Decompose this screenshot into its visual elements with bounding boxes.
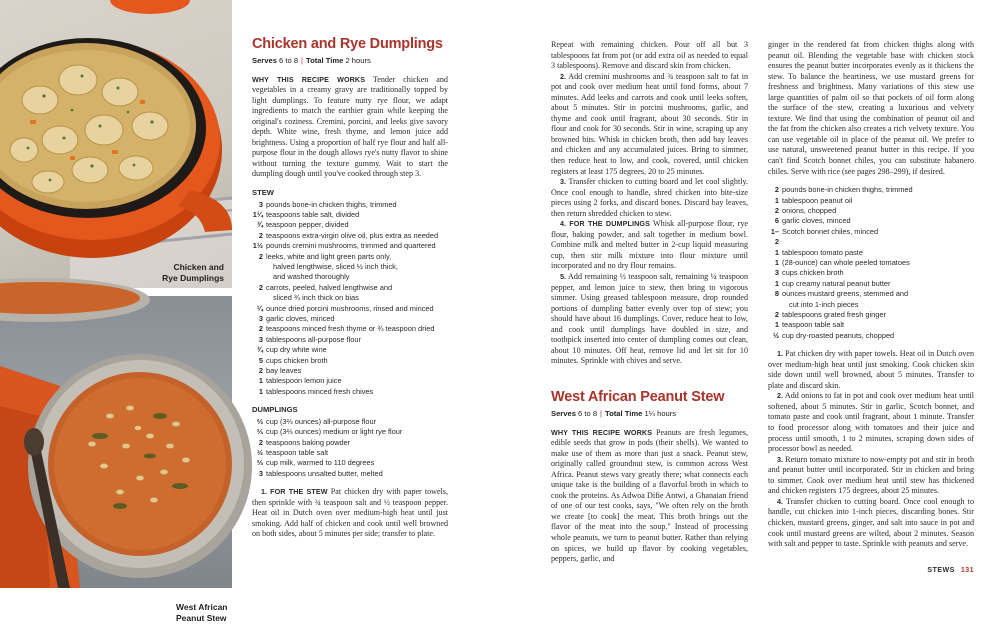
ingredient-item — [252, 345, 448, 355]
ingredient-quantity: ½ — [256, 448, 263, 458]
ingredient-item — [768, 289, 974, 310]
ingredient-item — [252, 220, 448, 230]
ingredient-line: cup dry white wine — [266, 345, 327, 355]
photo-caption-chicken-dumplings — [162, 262, 224, 284]
ingredient-quantity: 2 — [258, 324, 263, 334]
ingredient-text — [266, 448, 448, 458]
step-text: Pat chicken dry with paper towels. Heat oil in Dutch oven over medium-high heat until just smoking. Cook chicken skin side down until well browned, about 5 minutes. Transfer to plate and discard skin. — [768, 349, 974, 390]
ingredient-item — [768, 206, 974, 216]
ingredient-line: bay leaves — [266, 366, 302, 376]
ingredient-quantity: 3 — [774, 268, 779, 278]
ingredient-text — [782, 268, 974, 278]
peanut-stew-photo — [0, 296, 232, 623]
ingredient-text — [266, 335, 448, 345]
ingredient-quantity: 2 — [258, 366, 263, 376]
ingredient-item — [252, 231, 448, 241]
ingredient-text — [266, 417, 448, 427]
ingredient-text — [782, 227, 974, 248]
ingredient-line: teaspoons minced fresh thyme or ¾ teaspoon dried — [266, 324, 435, 334]
photo-column — [0, 0, 232, 623]
ingredient-quantity: 1 — [774, 320, 779, 330]
step-lead: FOR THE STEW — [270, 487, 328, 497]
ingredient-quantity: ⅔ — [256, 427, 263, 437]
ingredient-line: onions, chopped — [782, 205, 837, 215]
ingredient-text — [266, 283, 448, 304]
ingredient-quantity: 1¼ — [252, 209, 263, 219]
step-2 — [551, 72, 748, 177]
photo-caption-peanut-stew — [176, 602, 228, 624]
step-1 — [768, 349, 974, 391]
ingredient-quantity: 3 — [258, 199, 263, 209]
ingredient-item — [252, 387, 448, 397]
ingredient-text — [266, 387, 448, 397]
ingredient-line: halved lengthwise, sliced ½ inch thick, — [273, 262, 398, 271]
why-text: Tender chicken and vegetables in a creamy gravy are traditionally topped by light dumplings. To feature nutty rye flour, we adapt ingredients to match the earthier grain while keeping the original's coziness. Cremini, porcini, and leeks give savory depth. White wine, fresh thyme, and lemon juice add brightness. Using a proportion of half rye flour and half all-purpose flour in the dough allows rye's nutty flavor to shine without turning the texture gummy. Wait to start the dumpling dough until you've cooked through step 3. — [252, 74, 448, 179]
serves-line — [551, 409, 748, 420]
stew-heading: STEW — [252, 188, 274, 198]
ingredient-item — [252, 241, 448, 251]
step-text: Add cremini mushrooms and ¾ teaspoon salt to fat in pot and cook over medium heat until fond forms, about 7 minutes. Add leeks and carrots and cook until leeks soften, about 5 minutes. Stir in porcini mushrooms, garlic, and thyme and cook until fragrant, about 30 seconds. Stir in flour and cook for 30 seconds. Stir in wine, scraping up any browned bits. Whisk in chicken broth, then add bay leaves and chicken and any accumulated juices. Bring to simmer, then reduce heat to low, and cook, covered, until chicken registers at least 175 degrees, 20 to 25 minutes. — [551, 71, 748, 176]
ingredient-line: Scotch bonnet chiles, minced — [782, 226, 879, 236]
ingredient-text — [266, 345, 448, 355]
ingredient-item — [252, 438, 448, 448]
dumpling-ingredient-list — [252, 417, 448, 479]
why-paragraph — [252, 75, 448, 180]
ingredient-item — [252, 356, 448, 366]
ingredient-quantity: ¾ — [256, 345, 263, 355]
ingredient-item — [252, 210, 448, 220]
ingredient-line: cup (3⅔ ounces) medium or light rye flour — [266, 427, 403, 437]
ingredient-line: ounces mustard greens, stemmed and — [782, 289, 909, 299]
page-footer — [927, 567, 974, 574]
stew-ingredient-list — [252, 200, 448, 398]
why-text: Peanuts are fresh legumes, edible seeds that grow in pods (their shells). We wanted to make use of them as more than just a snack. Peanut stew, originally called groundnut stew, is common across West Africa. Peanut stews vary greatly there; what connects each unique take is the building of a flavorful broth in which to cook the proteins. As Adwoa Difie Antwi, a Ghanaian friend of one of our test cooks, says, "We often rely on the broth we create [to cook] the meat. This broth brings out the flavor of the meat into the soup." Instead of processing whole peanuts, we turn to peanut butter. Rather than relying on spices, we build up flavor by cooking vegetables, peppers, garlic, and — [551, 427, 748, 564]
ingredient-item — [768, 185, 974, 195]
ingredient-text — [266, 427, 448, 437]
caption-line: Peanut Stew — [176, 613, 227, 623]
time-label: Total Time — [605, 408, 643, 418]
serves-value: 6 to 8 — [279, 56, 299, 65]
ingredient-line: cups chicken broth — [266, 355, 328, 365]
ingredient-quantity: 2 — [258, 251, 263, 261]
ingredient-line: tablespoon peanut oil — [782, 195, 853, 205]
step-text: Transfer chicken to cutting board and let cool slightly. Once cool enough to handle, shred chicken into bite-size pieces using 2 forks, and discard bones. Discard bay leaves, then return shredded chicken to stew. — [551, 177, 748, 218]
time-value: 2 hours — [345, 56, 371, 65]
ingredient-quantity: ¼ — [256, 303, 263, 313]
ingredient-item — [768, 248, 974, 258]
ingredient-item — [252, 252, 448, 283]
ingredient-item — [768, 216, 974, 226]
ingredient-quantity: 2 — [258, 437, 263, 447]
recipe-title: West African Peanut Stew — [551, 388, 725, 405]
ingredient-text — [782, 279, 974, 289]
ingredient-text — [266, 469, 448, 479]
ingredient-text — [782, 206, 974, 216]
ingredient-quantity: 1–2 — [770, 226, 779, 247]
ingredient-text — [266, 356, 448, 366]
page-number: 131 — [960, 567, 974, 574]
step-2 — [768, 391, 974, 454]
time-value: 1¼ hours — [644, 408, 677, 418]
dumplings-heading: DUMPLINGS — [252, 405, 298, 415]
ingredient-quantity: 6 — [774, 216, 779, 226]
section-name: STEWS — [927, 567, 955, 574]
ingredient-line: tablespoon lemon juice — [266, 376, 342, 386]
ingredient-quantity: 1½ — [252, 241, 263, 251]
ingredient-item — [768, 310, 974, 320]
ingredient-item — [768, 196, 974, 206]
ingredient-text — [266, 458, 448, 468]
ingredient-line: tablespoons all-purpose flour — [266, 334, 361, 344]
ingredient-text — [782, 216, 974, 226]
ingredient-item — [252, 304, 448, 314]
ingredient-quantity: ½ — [772, 330, 779, 340]
ingredient-line: teaspoon table salt — [782, 320, 845, 330]
step-number: 1. — [777, 349, 783, 359]
step-number: 4. — [560, 219, 566, 229]
ingredient-line: leeks, white and light green parts only, — [266, 251, 392, 261]
ingredient-text — [782, 289, 974, 310]
caption-line: Chicken and — [173, 262, 224, 272]
ingredient-quantity: 2 — [774, 185, 779, 195]
ingredient-quantity: 3 — [258, 314, 263, 324]
peanut-stew-illustration — [0, 296, 232, 588]
separator: | — [301, 56, 304, 65]
ingredient-text — [782, 258, 974, 268]
ingredient-item — [252, 314, 448, 324]
ingredient-text — [782, 196, 974, 206]
ingredient-quantity: ¾ — [256, 220, 263, 230]
ingredient-line: pounds bone-in chicken thighs, trimmed — [266, 199, 397, 209]
ingredient-line: cups chicken broth — [782, 268, 844, 278]
ingredient-text — [266, 366, 448, 376]
ingredient-quantity: 1 — [258, 386, 263, 396]
column-middle — [551, 40, 748, 565]
ingredient-quantity: 1 — [774, 278, 779, 288]
step-text: Transfer chicken to cutting board. Once cool enough to handle, cut chicken into 1-inch pieces, discarding bones. Stir chicken, mustard greens, ginger, and salt into sauce in pot and cook until mustard greens are wilted, about 2 minutes. Season with salt and pepper to taste. Sprinkle with peanuts and serve. — [768, 496, 974, 549]
ingredient-line: teaspoon table salt — [266, 448, 329, 458]
ingredient-quantity: 5 — [258, 355, 263, 365]
ingredient-item — [252, 448, 448, 458]
ingredient-text — [266, 304, 448, 314]
ingredient-text — [266, 200, 448, 210]
serves-line — [252, 56, 448, 67]
step-5 — [551, 272, 748, 367]
ingredient-line: ounce dried porcini mushrooms, rinsed and minced — [266, 303, 434, 313]
step-1 — [252, 487, 448, 540]
ingredient-item — [768, 331, 974, 341]
ingredient-quantity: 3 — [258, 334, 263, 344]
why-lead: WHY THIS RECIPE WORKS — [551, 427, 653, 437]
ingredient-item — [252, 335, 448, 345]
ingredient-quantity: 2 — [774, 205, 779, 215]
ingredient-line: tablespoons grated fresh ginger — [782, 309, 886, 319]
ingredient-item — [252, 458, 448, 468]
ingredient-line: cup creamy natural peanut butter — [782, 278, 891, 288]
ingredient-line: carrots, peeled, halved lengthwise and — [266, 282, 393, 292]
ingredient-text — [266, 210, 448, 220]
ingredient-item — [252, 200, 448, 210]
ingredient-item — [768, 227, 974, 248]
ingredient-line: cut into 1-inch pieces — [789, 299, 859, 309]
caption-line: Rye Dumplings — [162, 273, 224, 283]
ingredient-item — [252, 324, 448, 334]
ingredient-line: garlic cloves, minced — [266, 314, 335, 324]
ingredient-item — [768, 258, 974, 268]
ingredient-line: teaspoon pepper, divided — [266, 220, 349, 230]
step-number: 5. — [560, 272, 566, 282]
ingredient-text — [782, 248, 974, 258]
ingredient-item — [768, 279, 974, 289]
time-label: Total Time — [306, 56, 344, 65]
ingredient-item — [768, 320, 974, 330]
ingredient-text — [782, 320, 974, 330]
ingredient-line: cup (3⅔ ounces) all-purpose flour — [266, 416, 377, 426]
ingredient-line: tablespoon tomato paste — [782, 247, 863, 257]
ingredient-line: cup milk, warmed to 110 degrees — [266, 458, 375, 468]
ingredient-text — [266, 241, 448, 251]
step-text: Add remaining ½ teaspoon salt, remaining ¼ teaspoon pepper, and lemon juice to stew, then bring to vigorous simmer. Using greased tablespoon measure, drop rounded portions of dumpling batter evenly over top of stew; you should have about 16 dumplings. Cover, reduce heat to low, and cook until dumplings have doubled in size, and toothpick inserted into center of dumpling comes out clean, about 10 minutes. Off heat, remove lid and let sit for 10 minutes. Sprinkle with chives and serve. — [551, 272, 748, 366]
step-number: 3. — [560, 177, 566, 187]
ingredient-item — [252, 366, 448, 376]
step-4 — [551, 219, 748, 272]
ingredient-line: teaspoons baking powder — [266, 437, 351, 447]
ingredient-line: teaspoons table salt, divided — [266, 209, 360, 219]
ingredient-item — [252, 376, 448, 386]
caption-line: West African — [176, 602, 228, 612]
column-right — [768, 40, 974, 550]
ingredient-quantity: 1 — [774, 247, 779, 257]
step-text: Add onions to fat in pot and cook over medium heat until softened, about 5 minutes. Stir in garlic, Scotch bonnet, and tomato paste and cook until fragrant, about 1 minute. Transfer to food processor along with tomatoes and their juice and process until smooth, 1 to 2 minutes, scraping down sides of processor bowl as needed. — [768, 391, 974, 454]
step-lead: FOR THE DUMPLINGS — [569, 219, 650, 229]
column-left — [252, 36, 448, 540]
ingredient-line: and washed thoroughly — [273, 272, 350, 282]
step-1-continued: Repeat with remaining chicken. Pour off all but 3 tablespoons fat from pot (or add extra oil as needed to equal 3 tablespoons). Remove and discard skin from chicken. — [551, 40, 748, 71]
ingredient-text — [782, 185, 974, 195]
recipe-title: Chicken and Rye Dumplings — [252, 36, 443, 52]
serves-value: 6 to 8 — [578, 408, 598, 418]
ingredient-line: garlic cloves, minced — [782, 216, 851, 226]
ingredient-line: teaspoons extra-virgin olive oil, plus extra as needed — [266, 230, 439, 240]
ingredient-text — [782, 310, 974, 320]
step-text: Pat chicken dry with paper towels, then sprinkle with ¾ teaspoon salt and ½ teaspoon pepper. Heat oil in Dutch oven over medium-high heat until just smoking. Add half of chicken and cook until well browned on both sides, about 5 minutes per side; transfer to plate. — [252, 487, 448, 539]
step-text: Return tomato mixture to now-empty pot and stir in broth and peanut butter until incorporated. Stir in chicken and bring to simmer. Cook over medium heat until stew has thickened and chicken registers 175 degrees, about 25 minutes. — [768, 454, 974, 496]
ingredient-quantity: 2 — [258, 282, 263, 292]
ingredient-line: pounds bone-in chicken thighs, trimmed — [782, 185, 913, 195]
why-paragraph — [551, 428, 748, 565]
step-number: 4. — [777, 496, 783, 506]
why-lead: WHY THIS RECIPE WORKS — [252, 74, 366, 84]
ingredient-text — [266, 324, 448, 334]
ingredient-quantity: 1 — [774, 195, 779, 205]
ingredient-text — [266, 231, 448, 241]
serves-label: Serves — [252, 56, 277, 65]
serves-label: Serves — [551, 408, 576, 418]
ingredient-line: pounds cremini mushrooms, trimmed and quartered — [266, 241, 436, 251]
ingredient-item — [768, 268, 974, 278]
ingredient-text — [782, 331, 974, 341]
ingredient-text — [266, 376, 448, 386]
ingredient-item — [252, 417, 448, 427]
ingredient-text — [266, 220, 448, 230]
ingredient-line: sliced ¾ inch thick on bias — [273, 293, 359, 303]
ingredient-text — [266, 438, 448, 448]
ingredient-quantity: 2 — [774, 309, 779, 319]
ingredient-text — [266, 252, 448, 283]
ingredient-item — [252, 283, 448, 304]
ingredient-line: tablespoons unsalted butter, melted — [266, 468, 383, 478]
why-paragraph-continued: ginger in the rendered fat from chicken thighs along with peanut oil. Blending the vegetable base with chicken stock ensures the peanut butter incorporates evenly as it thickens the stew. To balance the heartiness, we use mustard greens for freshness and brightness. Many variations of this stew use large quantities of palm oil so that pockets of oil form along the surface of the stew, creating a luxurious and velvety texture. We find that using the combination of peanut oil and the fat from the chicken also creates a rich velvety texture. You can use vegetable oil in place of the peanut oil. We prefer to use natural, unsweetened peanut butter in this recipe. If you can't find Scotch bonnet chiles, you can substitute habanero chiles. Serve with rice (see pages 298–299), if desired. — [768, 40, 974, 176]
step-4 — [768, 497, 974, 550]
chicken-dumplings-illustration — [0, 0, 232, 288]
ingredient-quantity: 8 — [774, 289, 779, 299]
ingredient-item — [252, 469, 448, 479]
ingredient-line: (28-ounce) can whole peeled tomatoes — [782, 257, 910, 267]
step-number: 3. — [777, 454, 783, 464]
step-3 — [768, 455, 974, 497]
chicken-dumplings-photo — [0, 0, 232, 288]
step-number: 1. — [261, 487, 267, 497]
step-number: 2. — [560, 71, 566, 81]
peanut-stew-ingredient-list — [768, 185, 974, 341]
ingredient-quantity: 3 — [258, 468, 263, 478]
separator: | — [600, 408, 603, 418]
ingredient-text — [266, 314, 448, 324]
ingredient-quantity: ⅔ — [256, 416, 263, 426]
ingredient-line: tablespoons minced fresh chives — [266, 386, 374, 396]
step-text: Whisk all-purpose flour, rye flour, baking powder, and salt together in medium bowl. Combine milk and melted butter in 2-cup liquid measuring cup, then stir milk mixture into flour mixture until incorporated and no dry flour remains. — [551, 219, 748, 271]
step-number: 2. — [777, 391, 783, 401]
ingredient-quantity: 1 — [774, 257, 779, 267]
step-3 — [551, 177, 748, 219]
ingredient-quantity: 1 — [258, 376, 263, 386]
ingredient-quantity: 2 — [258, 230, 263, 240]
ingredient-item — [252, 427, 448, 437]
ingredient-line: cup dry-roasted peanuts, chopped — [782, 330, 895, 340]
ingredient-quantity: ⅔ — [256, 458, 263, 468]
